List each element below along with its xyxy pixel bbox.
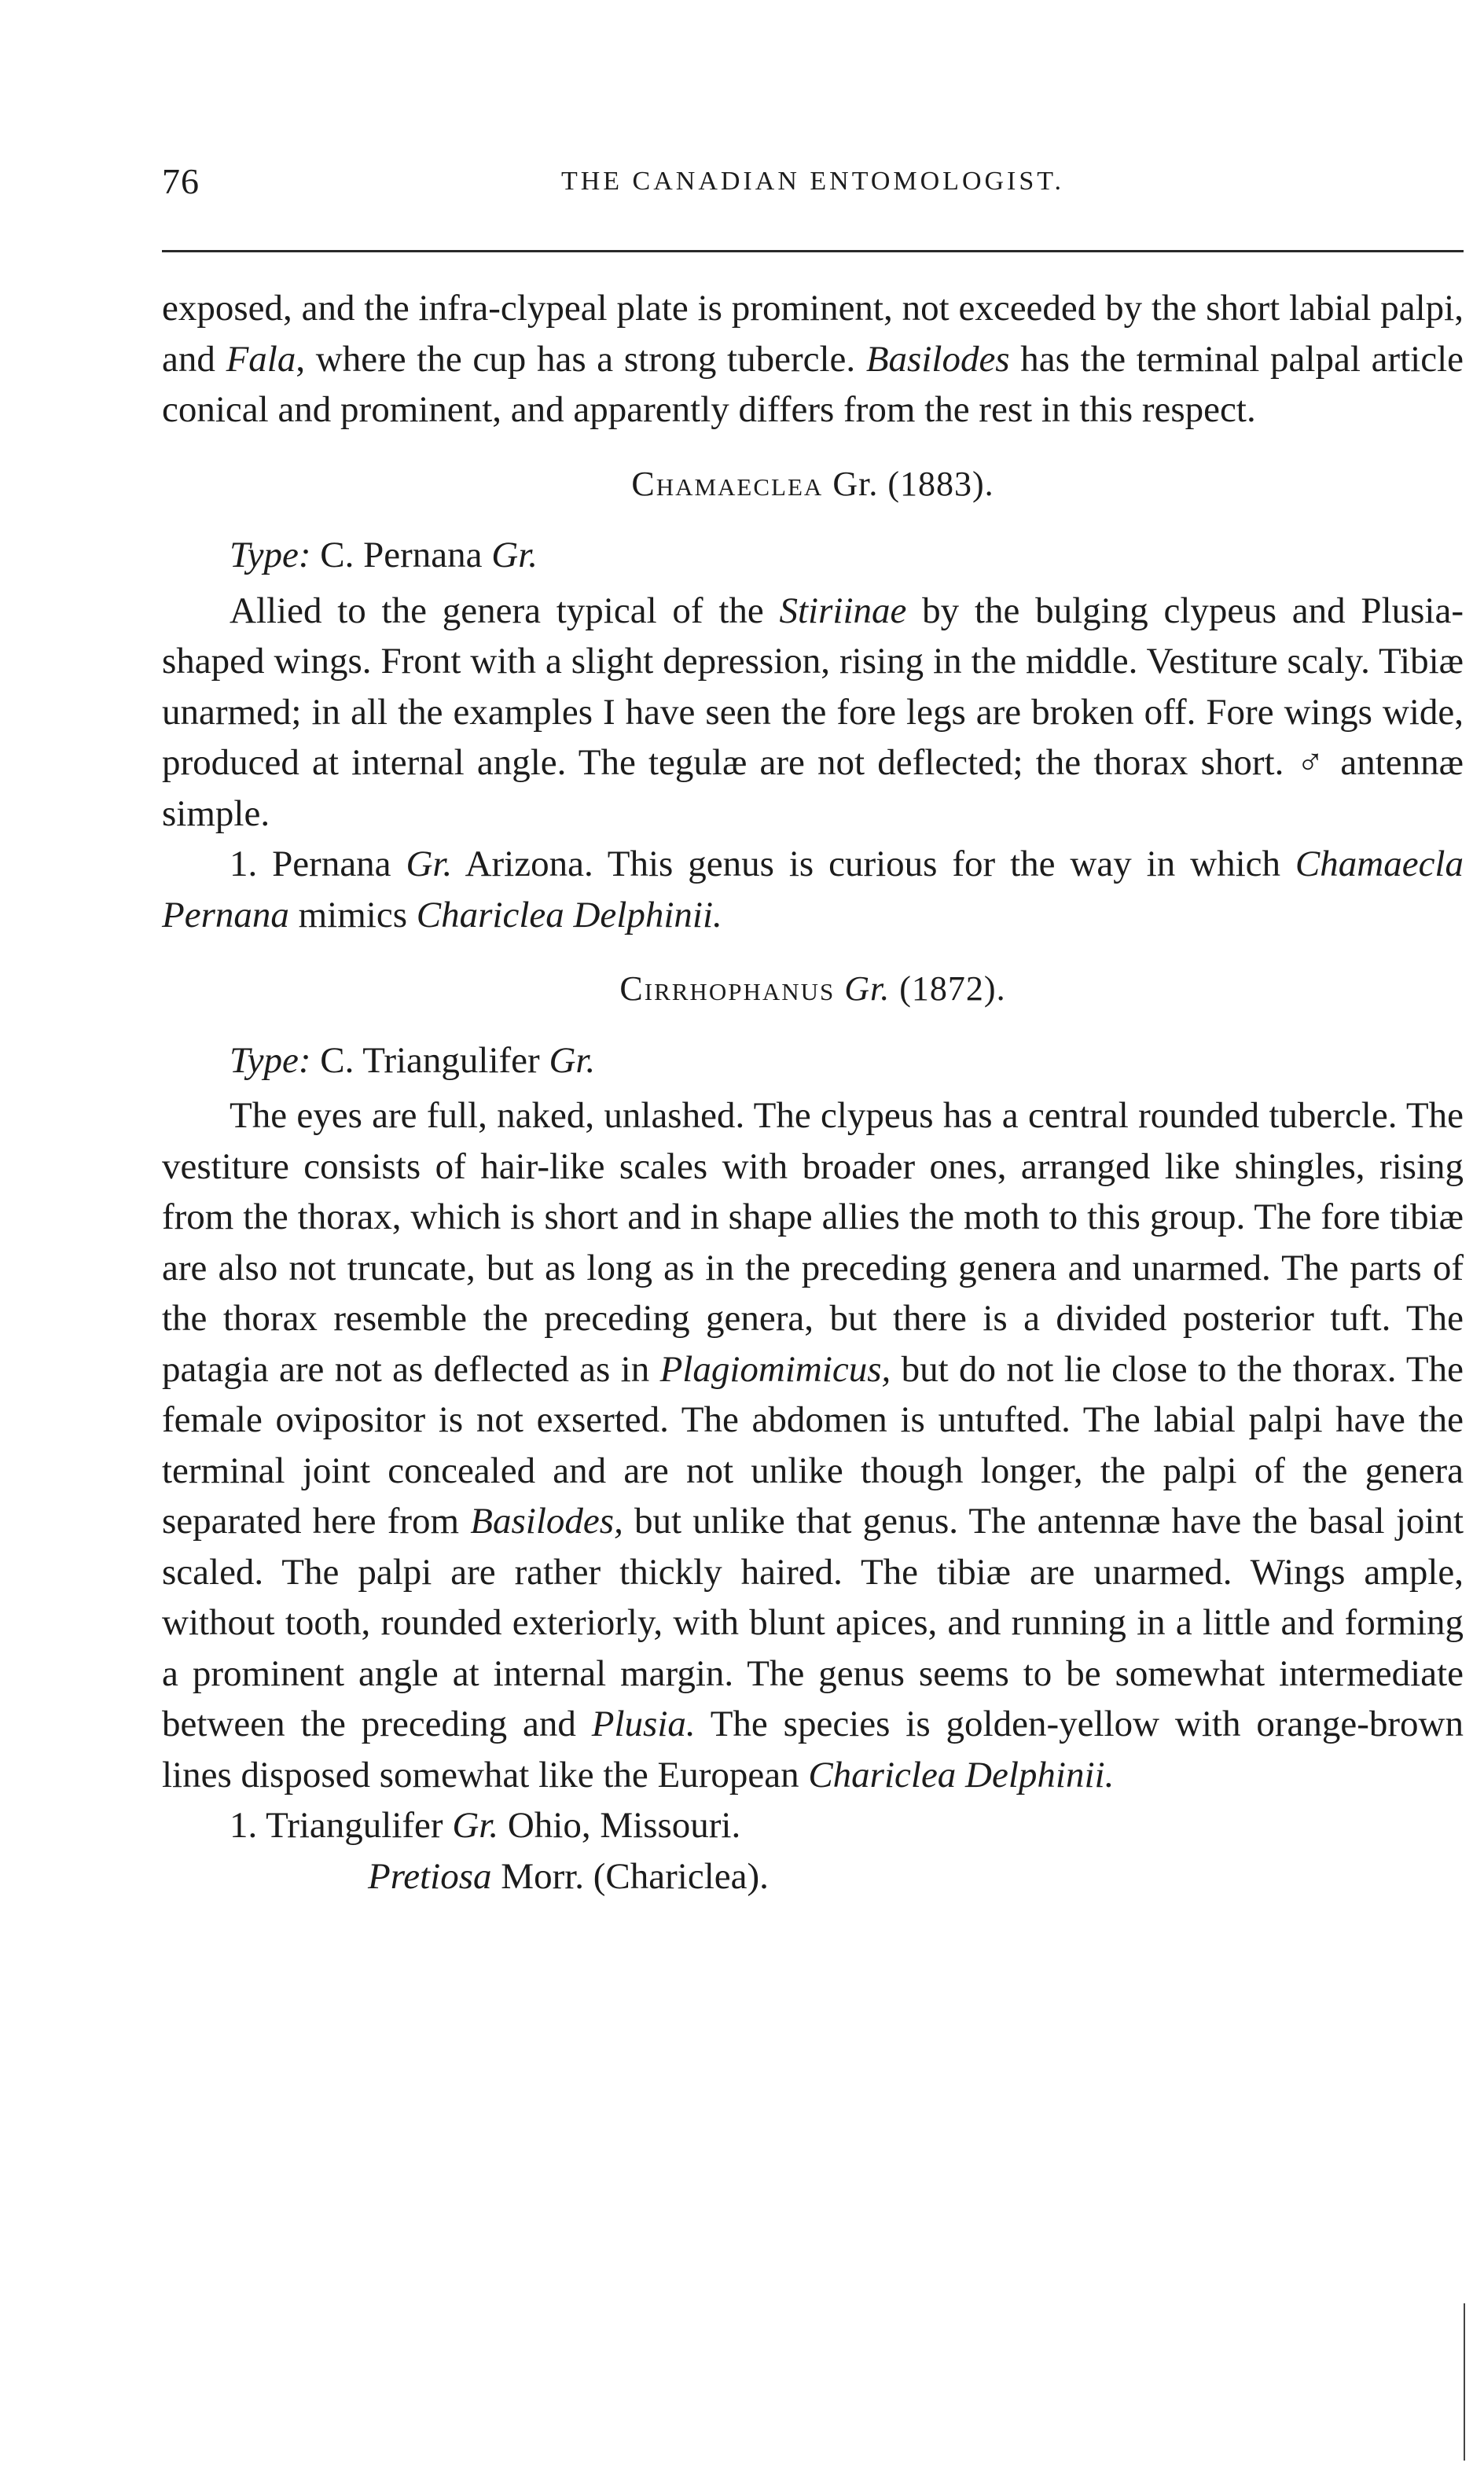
species-entry: 1. Pernana Gr. Arizona. This genus is curious for the way in which Chamaecla Pernana mimics Chariclea Delphinii. xyxy=(162,844,1464,935)
type-species-line: Type: C. Pernana Gr. xyxy=(230,535,538,575)
genus-description: Allied to the genera typical of the Stiriinae by the bulging clypeus and Plusia-shaped wings. Front with a slight depression, rising in the middle. Vestiture scaly. Tibiæ unarmed; in all the examples I have seen the fore legs are broken off. Fore wings wide, produced at internal angle. The tegulæ are not deflected; the thorax short. ♂ antennæ simple. xyxy=(162,590,1464,834)
journal-title: THE CANADIAN ENTOMOLOGIST. xyxy=(560,167,1065,196)
running-head xyxy=(162,160,1464,208)
genus-heading-chamaeclea xyxy=(162,459,1464,510)
genus-year: (1872). xyxy=(899,969,1006,1008)
margin-mark xyxy=(1464,2303,1465,2461)
genus-description: The eyes are full, naked, unlashed. The clypeus has a central rounded tubercle. The vestiture consists of hair-like scales with broader ones, arranged like shingles, rising from the thorax, which is short and in shape allies the moth to this group. The fore tibiæ are also not truncate, but as long as in the preceding genera and unarmed. The parts of the thorax resemble the preceding genera, but there is a divided posterior tuft. The patagia are not as deflected as in Plagiomimicus, but do not lie close to the thorax. The female ovipositor is not exserted. The abdomen is untufted. The labial palpi have the terminal joint concealed and are not unlike though longer, the palpi of the genera separated here from Basilodes, but unlike that genus. The antennæ have the basal joint scaled. The palpi are rather thickly haired. The tibiæ are unarmed. Wings ample, without tooth, rounded exteriorly, with blunt apices, and running in a little and forming a prominent angle at internal margin. The genus seems to be somewhat intermediate between the preceding and Plusia. The species is golden-yellow with orange-brown lines disposed somewhat like the European Chariclea Delphinii. xyxy=(162,1095,1464,1796)
genus-heading-cirrhophanus xyxy=(162,964,1464,1015)
page-number: 76 xyxy=(162,161,200,201)
type-species-line: Type: C. Triangulifer Gr. xyxy=(230,1039,596,1081)
header-rule xyxy=(162,250,1464,252)
genus-name: Chamaeclea xyxy=(631,464,824,503)
genus-author: Gr. xyxy=(832,464,879,503)
genus-name: Cirrhophanus xyxy=(619,969,836,1008)
species-entry: 1. Triangulifer Gr. Ohio, Missouri. xyxy=(230,1805,741,1846)
synonym-entry: Pretiosa Morr. (Chariclea). xyxy=(368,1855,769,1897)
body-text xyxy=(162,283,1464,1902)
genus-author: Gr. xyxy=(844,969,891,1008)
intro-paragraph: exposed, and the infra-clypeal plate is prominent, not exceeded by the short labial palpi, and Fala, where the cup has a strong tubercle. Basilodes has the terminal palpal article conical and prominent, and apparently differs from the rest in this respect. xyxy=(162,288,1464,430)
genus-year: (1883). xyxy=(887,464,994,503)
